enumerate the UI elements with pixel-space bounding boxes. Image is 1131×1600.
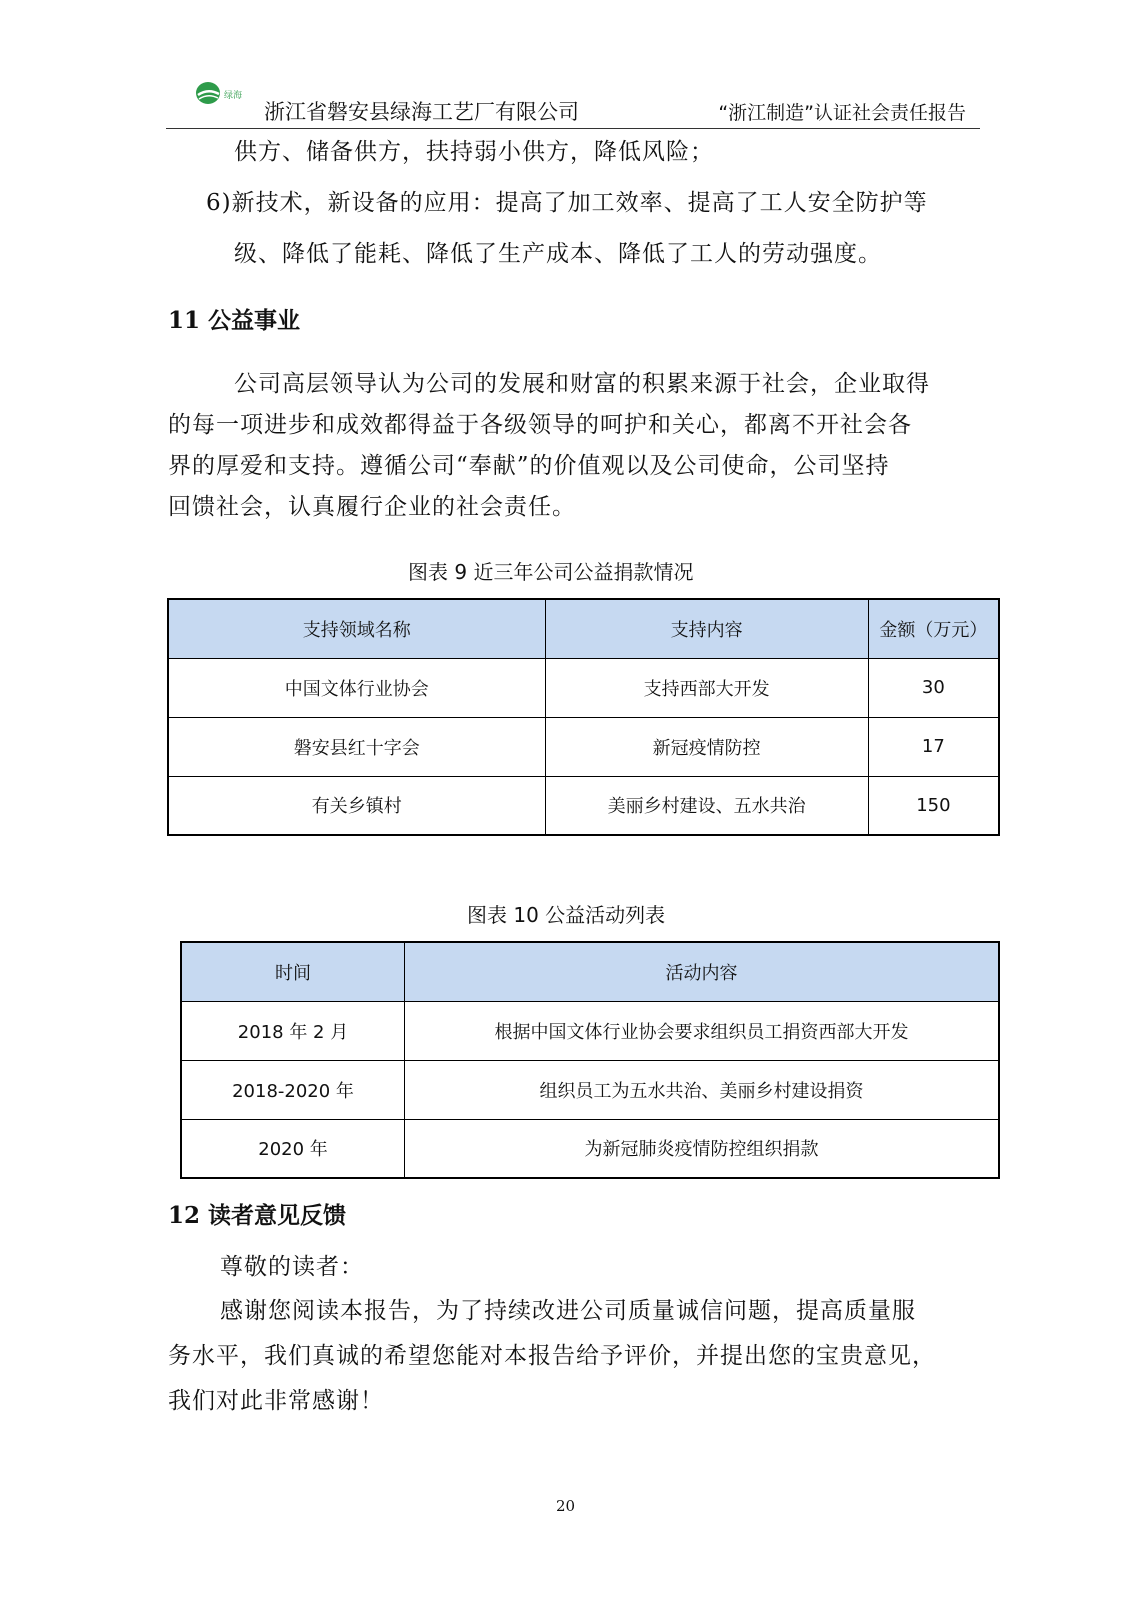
table-cell: 为新冠肺炎疫情防控组织捐款 [405, 1119, 999, 1178]
table-row [168, 776, 999, 835]
paragraph-11-line-1: 公司高层领导认为公司的发展和财富的积累来源于社会，企业取得 [234, 371, 930, 397]
header-divider [166, 128, 980, 129]
table-header-row [168, 599, 999, 658]
table-row [181, 1001, 999, 1060]
table-cell: 磐安县红十字会 [168, 717, 545, 776]
donation-table [167, 598, 1000, 836]
body-line-3: 级、降低了能耗、降低了生产成本、降低了工人的劳动强度。 [234, 241, 882, 267]
activity-table [180, 941, 1000, 1179]
paragraph-11-line-3: 界的厚爱和支持。遵循公司“奉献”的价值观以及公司使命，公司坚持 [168, 453, 890, 479]
company-logo-icon [194, 78, 254, 108]
table-cell: 17 [868, 717, 999, 776]
table-cell: 根据中国文体行业协会要求组织员工捐资西部大开发 [405, 1001, 999, 1060]
table-row [181, 1060, 999, 1119]
table-row [181, 1119, 999, 1178]
paragraph-12-line-3: 我们对此非常感谢！ [168, 1388, 384, 1414]
table-cell: 30 [868, 658, 999, 717]
table-cell: 支持西部大开发 [545, 658, 868, 717]
body-line-2: 6)新技术，新设备的应用：提高了加工效率、提高了工人安全防护等 [206, 190, 928, 216]
column-header: 金额（万元） [868, 599, 999, 658]
body-line-1: 供方、储备供方，扶持弱小供方，降低风险； [234, 139, 714, 165]
section-heading-12: 12 读者意见反馈 [168, 1202, 347, 1229]
paragraph-12-line-2: 务水平，我们真诚的希望您能对本报告给予评价，并提出您的宝贵意见， [168, 1343, 936, 1369]
paragraph-11-line-4: 回馈社会，认真履行企业的社会责任。 [168, 494, 576, 520]
column-header: 活动内容 [405, 942, 999, 1001]
table-cell: 2018 年 2 月 [181, 1001, 405, 1060]
table-cell: 有关乡镇村 [168, 776, 545, 835]
table-cell: 新冠疫情防控 [545, 717, 868, 776]
table-cell: 2018-2020 年 [181, 1060, 405, 1119]
svg-text:绿海: 绿海 [224, 91, 243, 101]
page-number: 20 [555, 1497, 576, 1515]
table-header-row [181, 942, 999, 1001]
page-header [166, 70, 980, 130]
table-cell: 组织员工为五水共治、美丽乡村建设捐资 [405, 1060, 999, 1119]
table-10-caption: 图表 10 公益活动列表 [467, 903, 666, 927]
section-heading-11: 11 公益事业 [168, 307, 301, 334]
company-name: 浙江省磐安县绿海工艺厂有限公司 [264, 100, 579, 124]
table-cell: 中国文体行业协会 [168, 658, 545, 717]
column-header: 时间 [181, 942, 405, 1001]
paragraph-12-line-1: 感谢您阅读本报告，为了持续改进公司质量诚信问题，提高质量服 [220, 1298, 916, 1324]
table-cell: 2020 年 [181, 1119, 405, 1178]
table-row [168, 717, 999, 776]
greeting: 尊敬的读者： [220, 1254, 364, 1280]
column-header: 支持领域名称 [168, 599, 545, 658]
report-title: “浙江制造”认证社会责任报告 [718, 102, 966, 124]
paragraph-11-line-2: 的每一项进步和成效都得益于各级领导的呵护和关心，都离不开社会各 [168, 412, 912, 438]
table-cell: 美丽乡村建设、五水共治 [545, 776, 868, 835]
table-row [168, 658, 999, 717]
table-cell: 150 [868, 776, 999, 835]
table-9-caption: 图表 9 近三年公司公益捐款情况 [408, 560, 694, 584]
column-header: 支持内容 [545, 599, 868, 658]
